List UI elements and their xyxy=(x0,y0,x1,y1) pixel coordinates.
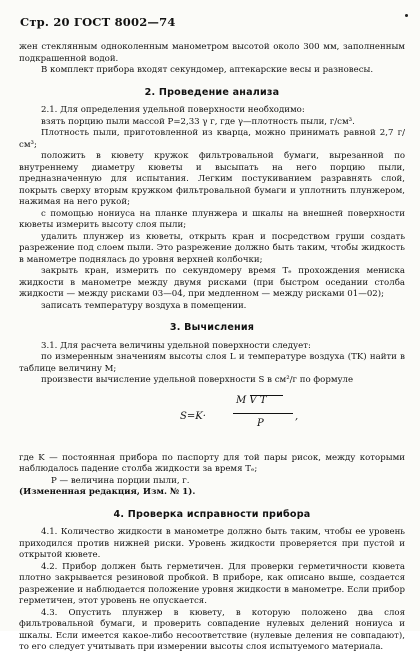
formula-fraction-bar xyxy=(233,413,293,414)
section-heading-4: 4. Проверка исправности прибора xyxy=(113,508,311,520)
document-body xyxy=(19,42,405,654)
intro-paragraph: жен стеклянным одноколенным манометром высотой около 300 мм, заполненным подкрашенной водой. xyxy=(19,42,405,64)
section-heading-3: 3. Вычисления xyxy=(169,322,255,333)
paragraph: по измеренным значениям высоты слоя L и температуре воздуха (TK) найти в таблице величину M; xyxy=(19,352,405,374)
formula-legend: P — величина порции пыли, г. xyxy=(51,475,190,486)
section-heading-2: 2. Проведение анализа xyxy=(144,86,280,98)
intro-paragraph: В комплект прибора входят секундомер, аптекарские весы и разновесы. xyxy=(41,65,374,75)
paragraph: 4.3. Опустить плунжер в кювету, в которую положено два слоя фильтровальной бумаги, и проверить совпадение нулевых делений нониуса и шкалы. Если имеется какое-либо несоответствие (нулевые деления не совпадают), то его следует учитывать при измерении высоты слоя испытуемого материала. xyxy=(19,607,405,652)
paragraph: произвести вычисление удельной поверхности S в см²/г по формуле xyxy=(41,375,354,385)
paragraph: 4.1. Количество жидкости в манометре должно быть таким, чтобы ее уровень приходился против нижней риски. Уровень жидкости проверяется при пустой и открытой кювете. xyxy=(19,527,405,560)
formula xyxy=(19,391,405,445)
paragraph: положить в кювету кружок фильтровальной бумаги, вырезанной по внутреннему диаметру кюветы и высыпать на него порцию пыли, предназначенную для испытания. Легким постукиванием разравнять слой, покрыть сверху вторым кружком фильтровальной бумаги и уплотнить плунжером, нажимая на него рукой; xyxy=(19,151,405,207)
paragraph: Плотность пыли, приготовленной из кварца, можно принимать равной 2,7 г/см³; xyxy=(19,128,405,150)
paragraph: 4.2. Прибор должен быть герметичен. Для проверки герметичности кювета плотно закрывается резиновой пробкой. В приборе, как описано выше, создается разрежение и наблюдается положение уровня жидкости в манометре. Если прибор герметичен, этот уровень не опускается. xyxy=(19,561,405,606)
paragraph: закрыть кран, измерить по секундомеру время Tₑ прохождения мениска жидкости в манометре между двумя рисками (при быстром оседании столба жидкости — между рисками 03—04, при медленном — между рисками 01—02); xyxy=(19,266,405,299)
amendment-note: (Измененная редакция, Изм. № 1). xyxy=(19,487,196,497)
paragraph: 2.1. Для определения удельной поверхности необходимо: xyxy=(41,105,305,115)
paragraph: записать температуру воздуха в помещении. xyxy=(41,300,247,311)
formula-numerator: M V T xyxy=(236,394,267,406)
formula-tail: , xyxy=(295,410,299,422)
page-header: Стр. 20 ГОСТ 8002—74 xyxy=(20,15,176,29)
paragraph: с помощью нониуса на планке плунжера и шкалы на внешней поверхности кюветы измерить высоту слоя пыли; xyxy=(19,208,405,230)
paragraph: 3.1. Для расчета величины удельной поверхности следует: xyxy=(41,340,311,351)
formula-denominator: P xyxy=(257,417,264,429)
page-mark xyxy=(405,14,408,17)
formula-lhs: S=K· xyxy=(180,410,206,422)
paragraph: взять порцию пыли массой P=2,33 γ г, где γ—плотность пыли, г/см³. xyxy=(41,116,355,127)
formula-legend: где K — постоянная прибора по паспорту для той пары рисок, между которыми наблюдалось падение столба жидкости за время Tₑ; xyxy=(19,452,405,474)
paragraph: удалить плунжер из кюветы, открыть кран и посредством груши создать разрежение под слоем пыли. Это разрежение должно быть таким, чтобы жидкость в манометре поднялась до уровня верхней колбочки; xyxy=(19,231,405,265)
